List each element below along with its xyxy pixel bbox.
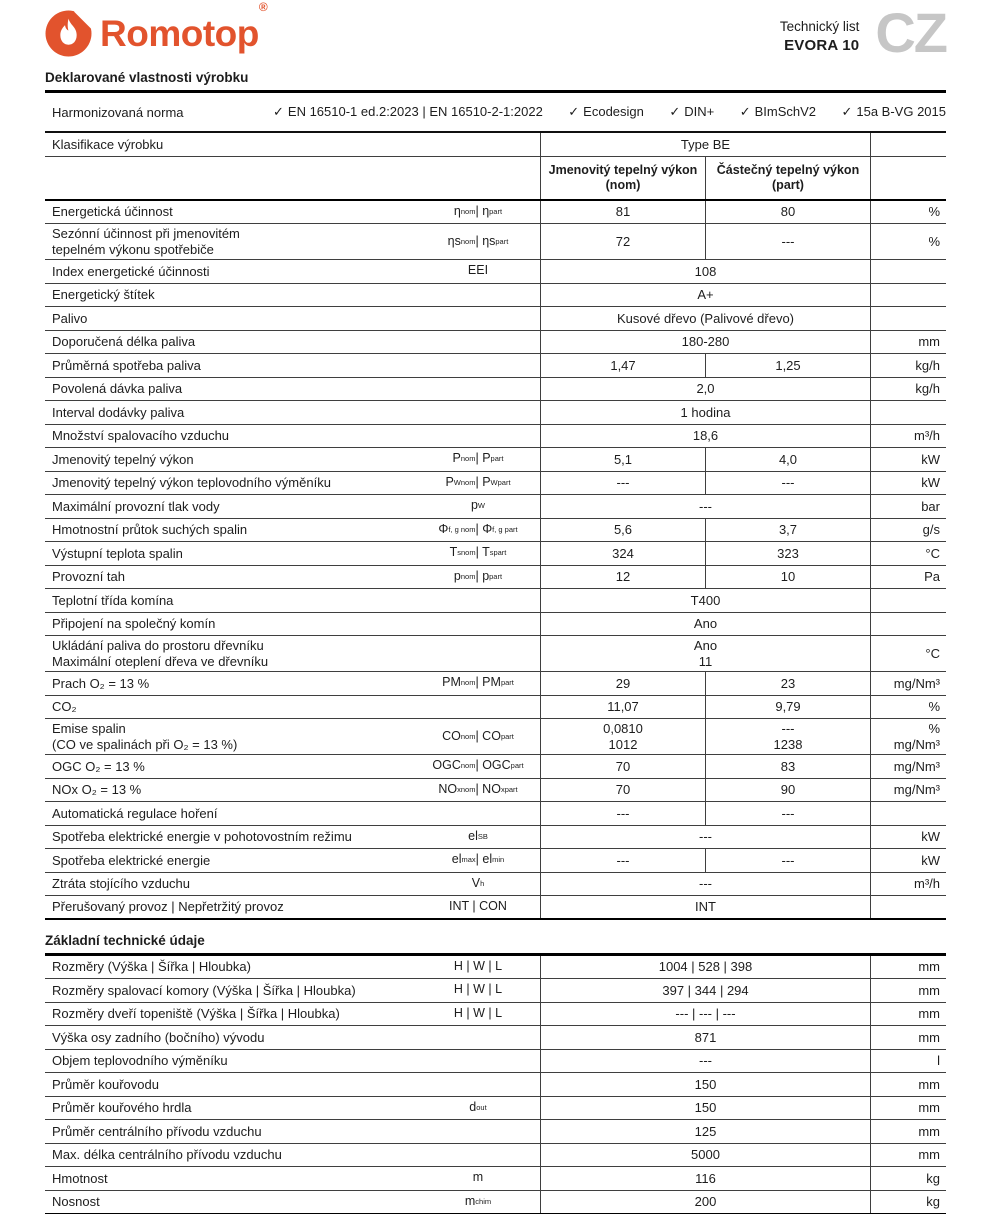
value-merged: T400 <box>540 589 870 612</box>
unit-cell: m³/h <box>870 873 946 896</box>
value-nom: 0,0810 1012 <box>540 719 705 754</box>
value-nom: 11,07 <box>540 696 705 719</box>
unit-cell: mg/Nm³ <box>870 755 946 778</box>
row-symbol: H | W | L <box>420 960 540 974</box>
row-symbol: η nom | η part <box>420 205 540 219</box>
table-row <box>45 1073 946 1097</box>
unit-cell: kg <box>870 1167 946 1190</box>
row-label-text: Povolená dávka paliva <box>52 381 420 397</box>
value-merged: Ano 11 <box>540 636 870 671</box>
row-symbol: H | W | L <box>420 1007 540 1021</box>
value-nom: 5,1 <box>540 448 705 471</box>
unit-cell <box>870 260 946 283</box>
row-label <box>45 307 540 330</box>
row-symbol: el SB <box>420 830 540 844</box>
unit-cell: bar <box>870 495 946 518</box>
value-merged: --- | --- | --- <box>540 1003 870 1026</box>
value-part: 1,25 <box>705 354 870 377</box>
value-part: --- <box>705 224 870 259</box>
row-label <box>45 779 540 802</box>
unit-cell: mm <box>870 331 946 354</box>
table-row <box>45 201 946 225</box>
row-label <box>45 284 540 307</box>
unit-cell: mg/Nm³ <box>870 779 946 802</box>
romotop-logo <box>45 10 267 57</box>
row-label <box>45 354 540 377</box>
language-badge: CZ <box>875 10 946 56</box>
row-label-text: Jmenovitý tepelný výkon teplovodního výměníku <box>52 475 420 491</box>
unit-cell: °C <box>870 542 946 565</box>
row-label-text: Sezónní účinnost při jmenovitém tepelném výkonu spotřebiče <box>52 226 420 257</box>
unit-cell: Pa <box>870 566 946 589</box>
unit-cell: mm <box>870 1003 946 1026</box>
header-right <box>780 10 946 56</box>
row-label-text: Interval dodávky paliva <box>52 405 420 421</box>
table-row <box>45 224 946 260</box>
section-declared-title: Deklarované vlastnosti výrobku <box>45 70 946 93</box>
row-symbol: H | W | L <box>420 983 540 997</box>
unit-cell: °C <box>870 636 946 671</box>
row-label-text: Objem teplovodního výměníku <box>52 1053 420 1069</box>
row-label <box>45 873 540 896</box>
row-label <box>45 133 540 156</box>
table-row <box>45 873 946 897</box>
doc-type: Technický list <box>780 18 860 36</box>
value-part: 80 <box>705 201 870 224</box>
value-merged: 200 <box>540 1191 870 1214</box>
row-label <box>45 1097 540 1120</box>
row-label <box>45 201 540 224</box>
row-label-text: Jmenovitý tepelný výkon <box>52 452 420 468</box>
value-merged: --- <box>540 873 870 896</box>
value-part: 83 <box>705 755 870 778</box>
row-symbol: Φ f, g nom | Φ f, g part <box>420 523 540 537</box>
norm-item: ✓ Ecodesign <box>568 104 644 120</box>
table-row <box>45 719 946 755</box>
row-symbol: V h <box>420 877 540 891</box>
check-icon: ✓ <box>841 104 852 119</box>
value-merged: 5000 <box>540 1144 870 1167</box>
value-part: --- <box>705 849 870 872</box>
value-nom: 70 <box>540 755 705 778</box>
table-row <box>45 849 946 873</box>
value-nom: 72 <box>540 224 705 259</box>
row-label-text: Energetická účinnost <box>52 204 420 220</box>
registered-mark: ® <box>259 0 267 14</box>
row-label-text: Průměr kouřovodu <box>52 1077 420 1093</box>
unit-cell: mm <box>870 1097 946 1120</box>
row-label-text: Průměr kouřového hrdla <box>52 1100 420 1116</box>
row-label-text: Rozměry (Výška | Šířka | Hloubka) <box>52 959 420 975</box>
value-part: 23 <box>705 672 870 695</box>
norm-row <box>45 93 946 133</box>
table-row <box>45 826 946 850</box>
value-merged: Kusové dřevo (Palivové dřevo) <box>540 307 870 330</box>
unit-cell <box>870 133 946 156</box>
unit-cell: mm <box>870 1026 946 1049</box>
value-nom: 70 <box>540 779 705 802</box>
row-label-text: Automatická regulace hoření <box>52 806 420 822</box>
row-label-text: Přerušovaný provoz | Nepřetržitý provoz <box>52 899 420 915</box>
row-label-text: Provozní tah <box>52 569 420 585</box>
value-part: 9,79 <box>705 696 870 719</box>
row-symbol: p nom | p part <box>420 570 540 584</box>
value-part: 3,7 <box>705 519 870 542</box>
norm-label: Harmonizovaná norma <box>45 105 273 120</box>
table-row <box>45 755 946 779</box>
row-label-text: Rozměry spalovací komory (Výška | Šířka | Hloubka) <box>52 983 420 999</box>
unit-cell: mm <box>870 1144 946 1167</box>
value-part: --- 1238 <box>705 719 870 754</box>
row-label-text: OGC O₂ = 13 % <box>52 759 420 775</box>
row-symbol: EEI <box>420 264 540 278</box>
row-label <box>45 472 540 495</box>
unit-cell: kg/h <box>870 378 946 401</box>
row-label-text: Připojení na společný komín <box>52 616 420 632</box>
value-nom: 29 <box>540 672 705 695</box>
value-part: 4,0 <box>705 448 870 471</box>
norm-item: ✓ EN 16510-1 ed.2:2023 | EN 16510-2-1:2022 <box>273 104 543 120</box>
value-merged: A+ <box>540 284 870 307</box>
row-label <box>45 1144 540 1167</box>
check-icon: ✓ <box>568 104 579 119</box>
model-name: EVORA 10 <box>780 36 860 56</box>
row-label-text: Množství spalovacího vzduchu <box>52 428 420 444</box>
value-merged: INT <box>540 896 870 918</box>
row-symbol: ηs nom | ηs part <box>420 235 540 249</box>
value-merged: 1004 | 528 | 398 <box>540 956 870 979</box>
brand-wordmark: Romotop® <box>100 15 267 52</box>
unit-cell: % <box>870 201 946 224</box>
value-merged: 18,6 <box>540 425 870 448</box>
unit-cell <box>870 802 946 825</box>
row-label <box>45 542 540 565</box>
table-row <box>45 566 946 590</box>
value-part: --- <box>705 472 870 495</box>
row-label-text: NOx O₂ = 13 % <box>52 782 420 798</box>
table-row <box>45 1026 946 1050</box>
row-label-text: Teplotní třída komína <box>52 593 420 609</box>
table-row <box>45 157 946 201</box>
table-row <box>45 1167 946 1191</box>
row-symbol: P Wnom | P Wpart <box>420 476 540 490</box>
row-label <box>45 589 540 612</box>
table-row <box>45 519 946 543</box>
value-merged: 180-280 <box>540 331 870 354</box>
unit-cell: kW <box>870 472 946 495</box>
row-label-text: Maximální provozní tlak vody <box>52 499 420 515</box>
row-label <box>45 224 540 259</box>
check-icon: ✓ <box>273 104 284 119</box>
check-icon: ✓ <box>669 104 680 119</box>
unit-cell: % <box>870 224 946 259</box>
row-label <box>45 826 540 849</box>
value-nom: --- <box>540 802 705 825</box>
unit-cell: mm <box>870 1073 946 1096</box>
unit-cell <box>870 896 946 918</box>
row-label-text: Hmotnostní průtok suchých spalin <box>52 522 420 538</box>
table-row <box>45 672 946 696</box>
row-label <box>45 425 540 448</box>
row-label <box>45 979 540 1002</box>
norm-item: ✓ 15a B-VG 2015 <box>841 104 946 120</box>
table-row <box>45 260 946 284</box>
row-label <box>45 1073 540 1096</box>
table-row <box>45 613 946 637</box>
row-symbol: OGC nom | OGC part <box>420 759 540 773</box>
row-label-text: Rozměry dveří topeniště (Výška | Šířka | Hloubka) <box>52 1006 420 1022</box>
col-header-part: Částečný tepelný výkon (part) <box>705 157 870 199</box>
table-row <box>45 896 946 920</box>
unit-cell: kW <box>870 448 946 471</box>
row-label-text: Průměr centrálního přívodu vzduchu <box>52 1124 420 1140</box>
row-label-text: Emise spalin (CO ve spalinách při O₂ = 13 %) <box>52 721 420 752</box>
row-label-text: CO₂ <box>52 699 420 715</box>
row-label <box>45 401 540 424</box>
table-row <box>45 448 946 472</box>
unit-cell <box>870 284 946 307</box>
table-row <box>45 378 946 402</box>
row-label-text: Výška osy zadního (bočního) vývodu <box>52 1030 420 1046</box>
unit-cell: m³/h <box>870 425 946 448</box>
value-nom: 5,6 <box>540 519 705 542</box>
unit-cell: kg/h <box>870 354 946 377</box>
row-label <box>45 672 540 695</box>
row-label <box>45 636 540 671</box>
table-row <box>45 133 946 157</box>
check-icon: ✓ <box>740 104 751 119</box>
row-label <box>45 755 540 778</box>
value-nom: 81 <box>540 201 705 224</box>
row-label <box>45 802 540 825</box>
row-label-text: Nosnost <box>52 1194 420 1210</box>
unit-cell: mm <box>870 1120 946 1143</box>
unit-cell: kW <box>870 849 946 872</box>
value-merged: 871 <box>540 1026 870 1049</box>
row-label <box>45 719 540 754</box>
row-label <box>45 331 540 354</box>
table-row <box>45 1191 946 1214</box>
row-label-text: Doporučená délka paliva <box>52 334 420 350</box>
unit-cell: l <box>870 1050 946 1073</box>
table-row <box>45 354 946 378</box>
row-label-text: Klasifikace výrobku <box>52 137 420 153</box>
unit-cell: % <box>870 696 946 719</box>
unit-cell: mm <box>870 979 946 1002</box>
row-label <box>45 495 540 518</box>
value-merged: 116 <box>540 1167 870 1190</box>
row-label <box>45 849 540 872</box>
row-label <box>45 157 540 199</box>
unit-cell <box>870 157 946 199</box>
row-label-text: Ukládání paliva do prostoru dřevníku Maximální oteplení dřeva ve dřevníku <box>52 638 420 669</box>
table-row <box>45 956 946 980</box>
unit-cell <box>870 401 946 424</box>
row-label <box>45 1191 540 1214</box>
row-label-text: Ztráta stojícího vzduchu <box>52 876 420 892</box>
unit-cell: kg <box>870 1191 946 1214</box>
row-label-text: Palivo <box>52 311 420 327</box>
row-label <box>45 260 540 283</box>
table-row <box>45 307 946 331</box>
norm-items <box>273 104 946 120</box>
value-nom: 1,47 <box>540 354 705 377</box>
unit-cell <box>870 613 946 636</box>
table-row <box>45 589 946 613</box>
declared-table <box>45 133 946 920</box>
row-symbol: CO nom | CO part <box>420 730 540 744</box>
unit-cell <box>870 307 946 330</box>
table-row <box>45 1097 946 1121</box>
norm-item: ✓ BImSchV2 <box>740 104 816 120</box>
row-symbol: m chim <box>420 1195 540 1209</box>
row-label <box>45 696 540 719</box>
row-label-text: Průměrná spotřeba paliva <box>52 358 420 374</box>
row-label <box>45 613 540 636</box>
row-label-text: Výstupní teplota spalin <box>52 546 420 562</box>
unit-cell: kW <box>870 826 946 849</box>
row-symbol: el max | el min <box>420 853 540 867</box>
table-row <box>45 1120 946 1144</box>
row-label-text: Energetický štítek <box>52 287 420 303</box>
unit-cell <box>870 589 946 612</box>
value-part: --- <box>705 802 870 825</box>
value-merged: --- <box>540 826 870 849</box>
value-merged: --- <box>540 495 870 518</box>
table-row <box>45 802 946 826</box>
value-merged: 2,0 <box>540 378 870 401</box>
table-row <box>45 779 946 803</box>
row-label <box>45 519 540 542</box>
table-row <box>45 331 946 355</box>
value-merged: 397 | 344 | 294 <box>540 979 870 1002</box>
table-row <box>45 425 946 449</box>
row-label <box>45 1167 540 1190</box>
table-row <box>45 472 946 496</box>
value-nom: 12 <box>540 566 705 589</box>
row-label-text: Hmotnost <box>52 1171 420 1187</box>
table-row <box>45 542 946 566</box>
value-nom: --- <box>540 472 705 495</box>
row-label <box>45 378 540 401</box>
unit-cell: mm <box>870 956 946 979</box>
row-label <box>45 1050 540 1073</box>
row-label <box>45 448 540 471</box>
section-basic-title: Základní technické údaje <box>45 933 946 956</box>
value-part: 323 <box>705 542 870 565</box>
value-merged: --- <box>540 1050 870 1073</box>
value-merged: 150 <box>540 1073 870 1096</box>
row-label-text: Spotřeba elektrické energie v pohotovostním režimu <box>52 829 420 845</box>
value-merged: Type BE <box>540 133 870 156</box>
row-label <box>45 566 540 589</box>
row-symbol: d out <box>420 1101 540 1115</box>
value-part: 90 <box>705 779 870 802</box>
row-symbol: m <box>420 1171 540 1185</box>
table-row <box>45 696 946 720</box>
value-part: 10 <box>705 566 870 589</box>
row-label <box>45 896 540 918</box>
value-merged: 150 <box>540 1097 870 1120</box>
table-row <box>45 284 946 308</box>
col-header-nom: Jmenovitý tepelný výkon (nom) <box>540 157 705 199</box>
doc-info <box>780 18 860 56</box>
value-merged: Ano <box>540 613 870 636</box>
row-symbol: P nom | P part <box>420 452 540 466</box>
value-merged: 108 <box>540 260 870 283</box>
row-label <box>45 1026 540 1049</box>
table-row <box>45 636 946 672</box>
value-nom: 324 <box>540 542 705 565</box>
value-merged: 125 <box>540 1120 870 1143</box>
table-row <box>45 1144 946 1168</box>
row-symbol: p W <box>420 499 540 513</box>
unit-cell: % mg/Nm³ <box>870 719 946 754</box>
flame-icon <box>45 10 92 57</box>
row-label <box>45 1003 540 1026</box>
table-row <box>45 979 946 1003</box>
value-nom: --- <box>540 849 705 872</box>
row-symbol: INT | CON <box>420 900 540 914</box>
table-row <box>45 401 946 425</box>
row-label-text: Spotřeba elektrické energie <box>52 853 420 869</box>
table-row <box>45 1050 946 1074</box>
row-symbol: T snom | T spart <box>420 546 540 560</box>
row-symbol: NO xnom | NO xpart <box>420 783 540 797</box>
table-row <box>45 1003 946 1027</box>
row-label-text: Index energetické účinnosti <box>52 264 420 280</box>
row-label <box>45 1120 540 1143</box>
norm-item: ✓ DIN+ <box>669 104 714 120</box>
row-label-text: Max. délka centrálního přívodu vzduchu <box>52 1147 420 1163</box>
table-row <box>45 495 946 519</box>
row-label-text: Prach O₂ = 13 % <box>52 676 420 692</box>
unit-cell: g/s <box>870 519 946 542</box>
row-symbol: PM nom | PM part <box>420 676 540 690</box>
page-header <box>45 10 946 70</box>
basic-table <box>45 956 946 1214</box>
unit-cell: mg/Nm³ <box>870 672 946 695</box>
value-merged: 1 hodina <box>540 401 870 424</box>
row-label <box>45 956 540 979</box>
